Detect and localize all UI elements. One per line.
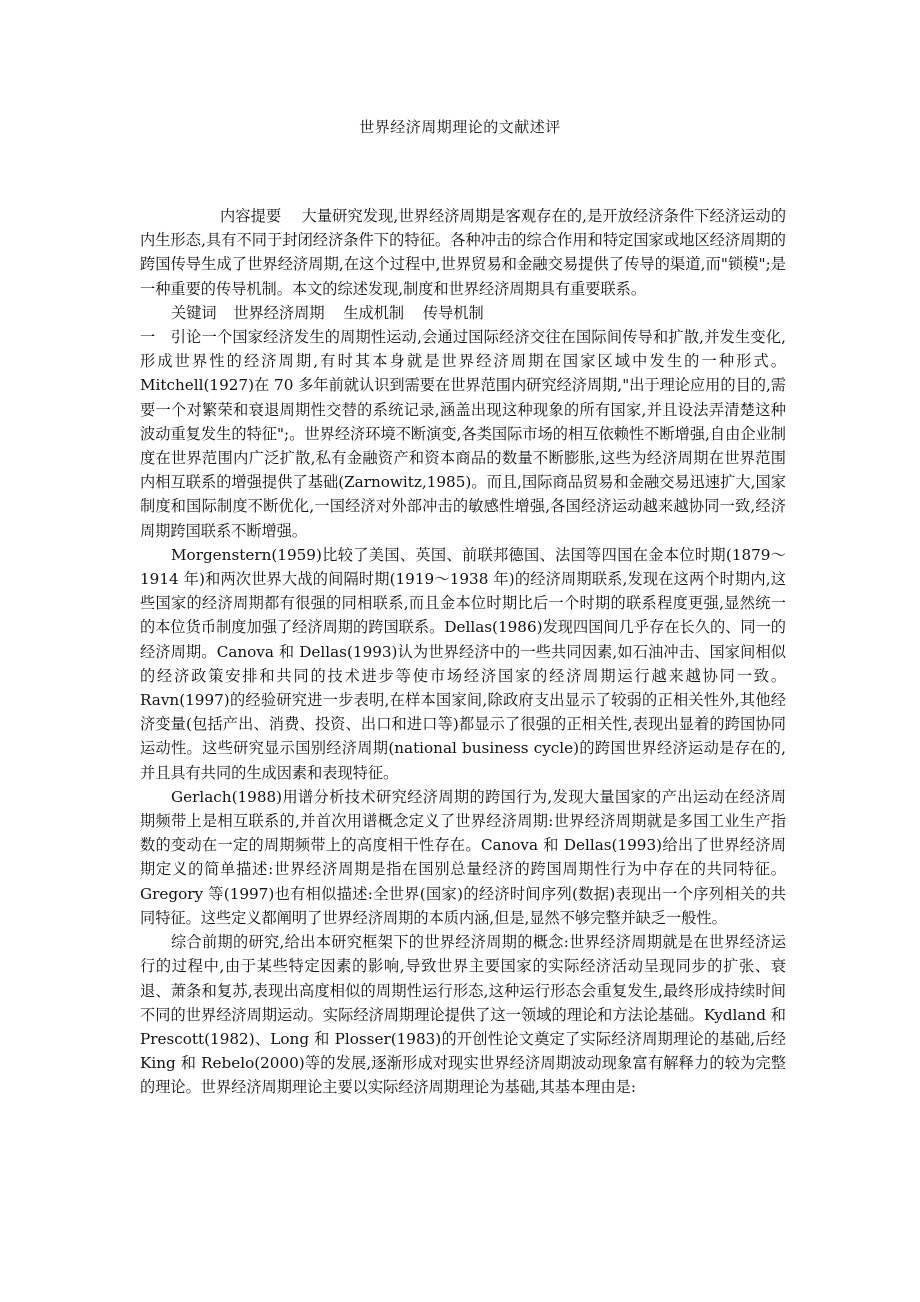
keyword: 世界经济周期 [233,303,325,322]
document-body [140,204,786,1100]
body-paragraph: Gerlach(1988)用谱分析技术研究经济周期的跨国行为,发现大量国家的产出运动在经济周期频带上是相互联系的,并首次用谱概念定义了世界经济周期:世界经济周期就是多国工业生产指数的变动在一定的周期频带上的高度相干性存在。Canova 和 Dellas(1993)给出了世界经济周期定义的简单描述:世界经济周期是指在国别总量经济的跨国周期性行为中存在的共同特征。Gregory 等(1997)也有相似描述:全世界(国家)的经济时间序列(数据)表现出一个序列相关的共同特征。这些定义都阐明了世界经济周期的本质内涵,但是,显然不够完整并缺乏一般性。 [140,787,786,927]
keywords-line [140,301,786,325]
body-paragraph-intro: 一 引论一个国家经济发生的周期性运动,会通过国际经济交往在国际间传导和扩散,并发生变化,形成世界性的经济周期,有时其本身就是世界经济周期在国家区域中发生的一种形式。Mitchell(1927)在 70 多年前就认识到需要在世界范围内研究经济周期,"出于理论应用的目的,需要一个对繁荣和衰退周期性交替的系统记录,涵盖出现这种现象的所有国家,并且设法弄清楚这种波动重复发生的特征";。世界经济环境不断演变,各类国际市场的相互依赖性不断增强,自由企业制度在世界范围内广泛扩散,私有金融资产和资本商品的数量不断膨胀,这些为经济周期在世界范围内相互联系的增强提供了基础(Zarnowitz,1985)。而且,国际商品贸易和金融交易迅速扩大,国家制度和国际制度不断优化,一国经济对外部冲击的敏感性增强,各国经济运动越来越协同一致,经济周期跨国联系不断增强。 [140,328,786,540]
abstract-text: 大量研究发现,世界经济周期是客观存在的,是开放经济条件下经济运动的内生形态,具有不同于封闭经济条件下的特征。各种冲击的综合作用和特定国家或地区经济周期的跨国传导生成了世界经济周期,在这个过程中,世界贸易和金融交易提供了传导的渠道,而"锁模";是一种重要的传导机制。本文的综述发现,制度和世界经济周期具有重要联系。 [140,207,787,298]
keyword: 传导机制 [422,303,484,322]
document-title: 世界经济周期理论的文献述评 [359,118,561,136]
keyword: 生成机制 [343,303,405,322]
abstract-paragraph [140,204,786,301]
keywords-label: 关键词 [171,303,217,322]
body-paragraph: Morgenstern(1959)比较了美国、英国、前联邦德国、法国等四国在金本位时期(1879～1914 年)和两次世界大战的间隔时期(1919～1938 年)的经济周期联系,发现在这两个时期内,这些国家的经济周期都有很强的同相联系,而且金本位时期比后一个时期的联系程度更强,显然统一的本位货币制度加强了经济周期的跨国联系。Dellas(1986)发现四国间几乎存在长久的、同一的经济周期。Canova 和 Dellas(1993)认为世界经济中的一些共同因素,如石油冲击、国家间相似的经济政策安排和共同的技术进步等使市场经济国家的经济周期运行越来越协同一致。Ravn(1997)的经验研究进一步表明,在样本国家间,除政府支出显示了较弱的正相关性外,其他经济变量(包括产出、消费、投资、出口和进口等)都显示了很强的正相关性,表现出显着的跨国协同运动性。这些研究显示国别经济周期(national business cycle)的跨国世界经济运动是存在的,并且具有共同的生成因素和表现特征。 [140,545,786,782]
abstract-label: 内容提要 [220,207,282,225]
body-paragraph: 综合前期的研究,给出本研究框架下的世界经济周期的概念:世界经济周期就是在世界经济运行的过程中,由于某些特定因素的影响,导致世界主要国家的实际经济活动呈现同步的扩张、衰退、萧条和复苏,表现出高度相似的周期性运行形态,这种运行形态会重复发生,最终形成持续时间不同的世界经济周期运动。实际经济周期理论提供了这一领域的理论和方法论基础。Kydland 和 Prescott(1982)、Long 和 Plosser(1983)的开创性论文奠定了实际经济周期理论的基础,后经 King 和 Rebelo(2000)等的发展,逐渐形成对现实世界经济周期波动现象富有解释力的较为完整的理论。世界经济周期理论主要以实际经济周期理论为基础,其基本理由是: [140,933,786,1097]
